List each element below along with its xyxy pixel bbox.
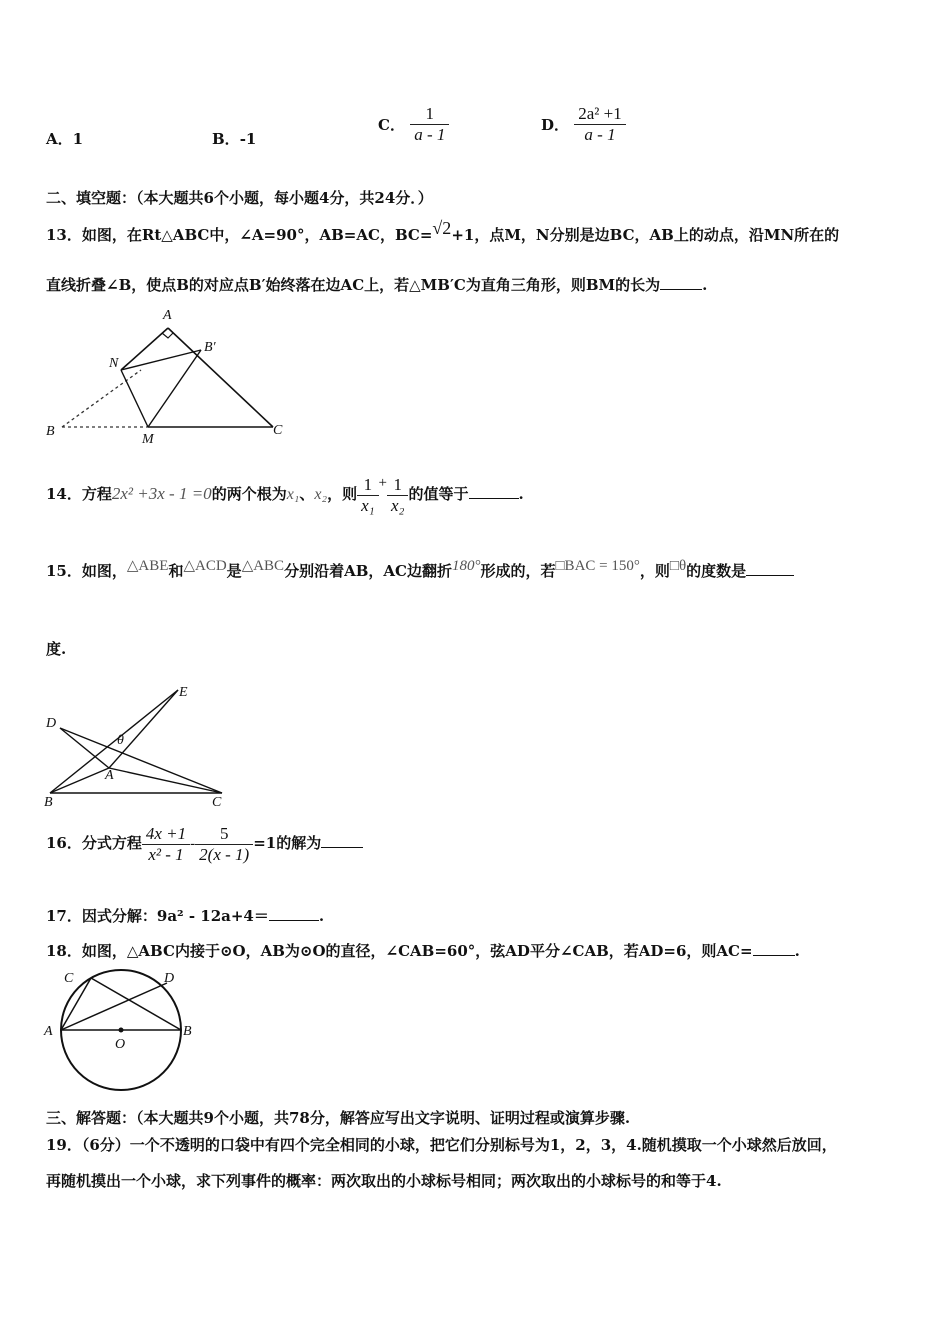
q14-frac1-denominator: x₁: [357, 495, 378, 516]
q15-label-b: B: [44, 795, 53, 810]
q16-frac1-numerator: 4x +1: [145, 823, 187, 843]
q15-label-d: D: [46, 716, 57, 731]
q13-fold-nm: [121, 370, 148, 427]
q15-number: 15．: [46, 562, 82, 580]
q17-number: 17．: [46, 907, 82, 925]
section3-title: 三、解答题：（本大题共9个小题，共78分，解答应写出文字说明、证明过程或演算步骤.: [46, 1109, 631, 1127]
q14-number: 14．: [46, 485, 82, 503]
q15-side-ba: [50, 768, 109, 793]
q14-text-3: ，则: [327, 485, 358, 503]
q13-answer-blank: [660, 289, 702, 290]
q18-end: .: [794, 942, 800, 960]
q13-right-angle-mark: [162, 333, 173, 338]
option-c-letter: C．: [378, 116, 405, 134]
q15-is: 是: [226, 562, 242, 580]
q14-end: .: [518, 485, 524, 503]
q13-text-2: 直线折叠∠B，使点B的对应点B′始终落在边AC上，若△MB′C为直角三角形，则BM的长为: [46, 276, 661, 294]
q19-line2: 再随机摸出一个小球，求下列事件的概率：两次取出的小球标号相同；两次取出的小球标号的和等于4.: [46, 1172, 722, 1190]
q13-text-b: +1，点M，N分别是边BC，AB上的动点，沿MN所在的: [451, 226, 840, 244]
q14-answer-blank: [469, 498, 519, 499]
q13-end: .: [702, 276, 708, 294]
q14-line: [46, 464, 524, 525]
q14-text-4: 的值等于: [408, 485, 469, 503]
q17-answer-blank: [269, 920, 319, 921]
q13-label-m: M: [142, 432, 154, 447]
option-d: [541, 104, 626, 145]
option-c: [378, 104, 449, 145]
q18-answer-blank: [753, 955, 795, 956]
q15-side-da: [60, 728, 109, 768]
q13-figure: [40, 305, 290, 450]
q15-label-a: A: [105, 768, 114, 783]
q14-fraction-2: [387, 475, 408, 516]
q16-minus: -: [190, 836, 196, 852]
q18-line: [46, 940, 800, 961]
q15-side-ac: [109, 768, 222, 793]
q16-answer-blank: [321, 847, 363, 848]
q16-fraction-1: [142, 824, 190, 865]
option-d-fraction: [574, 104, 625, 145]
q15-text-1: 如图，: [81, 562, 127, 580]
q15-angle-bac: □BAC = 150°: [555, 558, 640, 574]
q15-unit: 度.: [46, 640, 67, 658]
option-b-letter: B．: [212, 130, 240, 148]
q18-label-b: B: [183, 1024, 192, 1039]
q13-sqrt: √2: [432, 218, 452, 238]
q13-side-ac: [168, 328, 273, 427]
q14-frac2-numerator: 1: [393, 474, 402, 494]
q14-frac2-denominator: x₂: [387, 495, 408, 516]
q14-frac1-numerator: 1: [363, 474, 373, 494]
q16-text-2: =1的解为: [253, 834, 322, 852]
q15-figure: [40, 680, 240, 810]
q18-label-a: A: [44, 1024, 53, 1039]
option-a-value: 1: [72, 130, 84, 148]
q15-line1: [46, 560, 794, 581]
q16-frac2-numerator: 5: [219, 823, 229, 843]
option-a: [46, 128, 83, 149]
option-b: [212, 128, 256, 149]
q13-line2: [46, 274, 707, 295]
q15-text-5: 的度数是: [686, 562, 747, 580]
section2-title: 二、填空题：（本大题共6个小题，每小题4分，共24分．）: [46, 189, 433, 207]
option-c-denominator: a - 1: [410, 124, 449, 145]
q15-side-be: [50, 690, 178, 793]
q18-text: 如图，△ABC内接于⊙O，AB为⊙O的直径，∠CAB=60°，弦AD平分∠CAB，若AD=6，则AC=: [81, 942, 753, 960]
q14-x2: x₂: [314, 486, 328, 503]
q15-triangle-acd: △ACD: [183, 558, 227, 574]
q18-label-c: C: [64, 971, 74, 986]
option-b-value: -1: [239, 130, 257, 148]
q13-dashed-bn: [62, 370, 141, 427]
option-d-numerator: 2a² +1: [578, 104, 622, 123]
q15-text-2: 分别沿着AB，AC边翻折: [284, 562, 452, 580]
q18-number: 18．: [46, 942, 82, 960]
q15-text-4: ，则: [639, 562, 670, 580]
q13-label-c: C: [273, 423, 283, 438]
q14-equation: 2x² +3x - 1 =0: [111, 484, 212, 503]
option-c-numerator: 1: [425, 104, 435, 123]
q17-text: 因式分解：9a² - 12a+4＝: [81, 907, 269, 925]
q13-text-a: 如图，在Rt△ABC中，∠A=90°，AB=AC，BC=: [81, 226, 433, 244]
option-d-denominator: a - 1: [574, 124, 625, 145]
q14-text-1: 方程: [81, 485, 112, 503]
q16-fraction-2: [195, 824, 253, 865]
q14-x1: x₁: [286, 486, 300, 503]
q18-center-dot: [119, 1028, 124, 1033]
q16-number: 16．: [46, 834, 82, 852]
q13-label-b: B: [46, 424, 55, 439]
q15-and: 和: [168, 562, 184, 580]
q15-angle-180: 180°: [451, 558, 481, 574]
q15-label-theta: θ: [117, 733, 124, 748]
q14-plus: +: [378, 475, 388, 491]
option-c-fraction: [410, 104, 449, 145]
q17-line: [46, 905, 324, 926]
q13-number: 13．: [46, 226, 82, 244]
option-d-letter: D．: [541, 116, 570, 134]
q16-text-1: 分式方程: [81, 834, 142, 852]
q15-side-ea: [109, 690, 178, 768]
q18-figure: [40, 965, 210, 1095]
q15-label-e: E: [179, 685, 188, 700]
q18-label-d: D: [164, 971, 175, 986]
q15-answer-blank: [746, 575, 794, 576]
q14-text-2: 的两个根为: [211, 485, 287, 503]
q14-sep: 、: [299, 485, 315, 503]
q19-line1: [46, 1134, 837, 1155]
q18-label-o: O: [115, 1037, 126, 1052]
q15-label-c: C: [212, 795, 222, 810]
q15-theta: □θ: [669, 558, 687, 574]
q16-frac2-denominator: 2(x - 1): [195, 844, 253, 865]
q16-frac1-denominator: x² - 1: [142, 844, 190, 865]
q13-line1: [46, 218, 840, 245]
q16-line: [46, 818, 363, 869]
q15-text-3: 形成的，若: [480, 562, 556, 580]
q15-triangle-abc: △ABC: [241, 558, 285, 574]
q13-label-b-prime: B′: [204, 340, 216, 355]
option-a-letter: A．: [46, 130, 73, 148]
q19-text-1: （6分）一个不透明的口袋中有四个完全相同的小球，把它们分别标号为1，2，3，4.随机摸取一个小球然后放回，: [81, 1136, 837, 1154]
q14-fraction-1: [357, 475, 378, 516]
q15-side-dc: [60, 728, 222, 793]
q15-triangle-abe: △ABE: [126, 558, 169, 574]
q13-label-n: N: [109, 356, 119, 371]
q17-end: .: [318, 907, 325, 925]
q19-number: 19．: [46, 1136, 82, 1154]
q13-label-a: A: [163, 308, 172, 323]
